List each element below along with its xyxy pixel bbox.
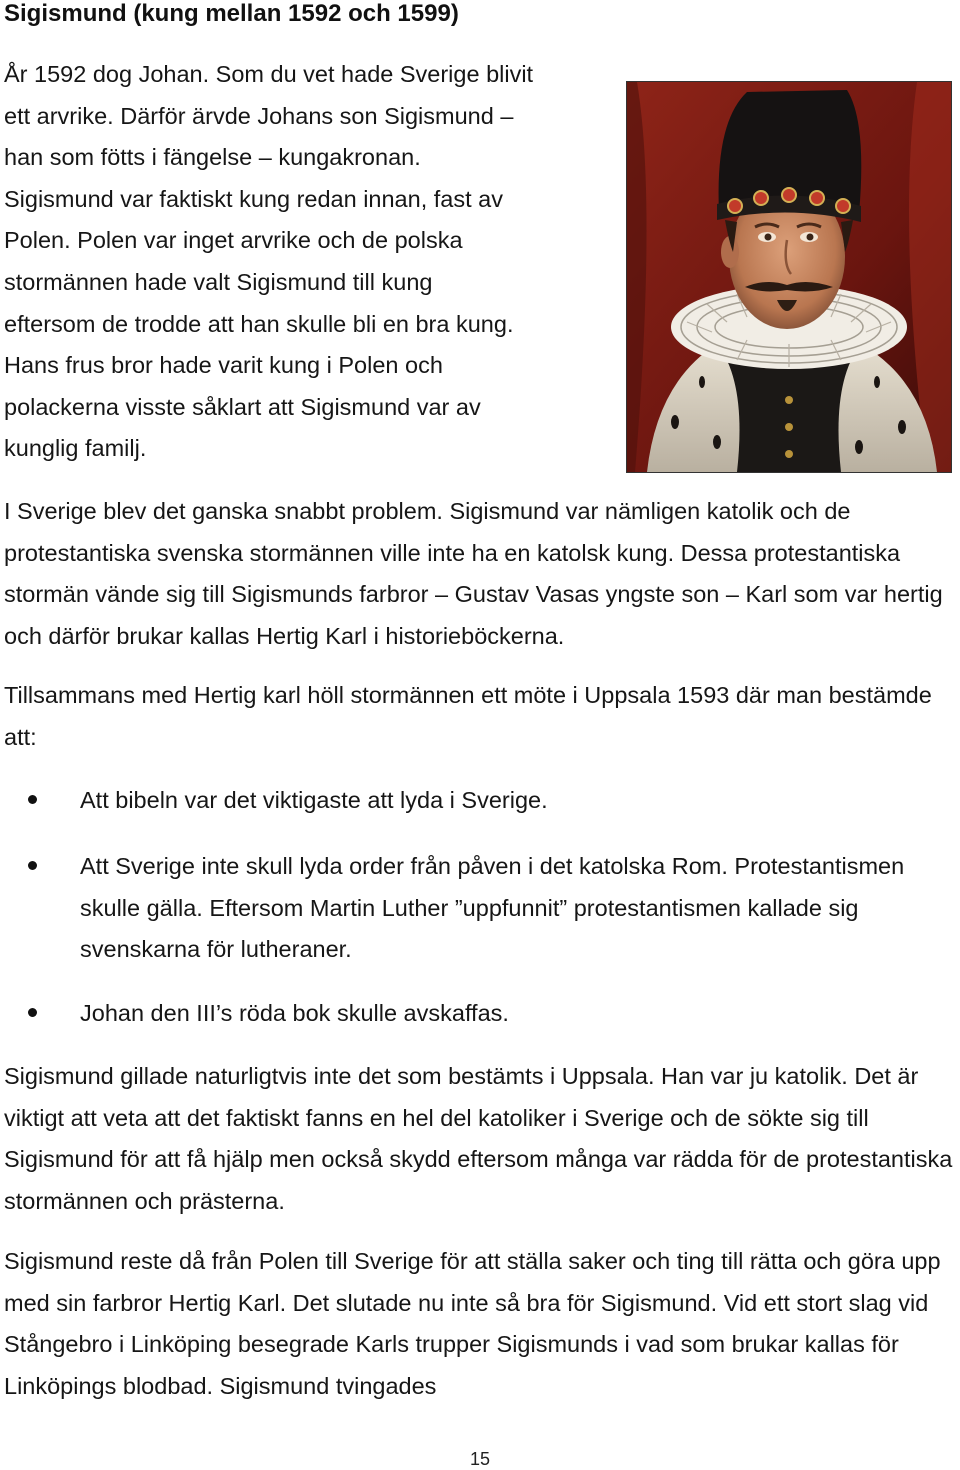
intro-line: Sigismund var faktiskt kung redan innan, fast av (4, 185, 503, 212)
intro-line: polackerna visste såklart att Sigismund var av (4, 393, 481, 420)
page-number: 15 (469, 1449, 491, 1469)
paragraph-2: I Sverige blev det ganska snabbt problem. Sigismund var nämligen katolik och de protestantiska svenska stormännen ville inte ha en katolsk kung. Dessa protestantiska stormän vände sig till Sigismunds farbror – Gustav Vasas yngste son – Karl som var hertig och därför brukar kallas Hertig Karl i historieböckerna. (4, 498, 943, 649)
intro-line: eftersom de trodde att han skulle bli en bra kung. (4, 310, 514, 337)
page-heading: Sigismund (kung mellan 1592 och 1599) (4, 0, 459, 27)
intro-line: stormännen hade valt Sigismund till kung (4, 268, 433, 295)
paragraph-4: Sigismund gillade naturligtvis inte det som bestämts i Uppsala. Han var ju katolik. Det är viktigt att veta att det faktiskt fanns en hel del katoliker i Sverige och de sökte sig till Sigismund för att få hjälp men också skydd eftersom många var rädda för de protestantiska stormännen och prästerna. (4, 1063, 953, 1214)
sigismund-portrait-image (626, 81, 952, 473)
intro-line: Hans frus bror hade varit kung i Polen och (4, 352, 443, 379)
intro-line: kunglig familj. (4, 435, 147, 462)
list-item-text: Johan den III’s röda bok skulle avskaffas. (80, 1000, 509, 1026)
list-item-text: Att Sverige inte skull lyda order från påven i det katolska Rom. Protestantismen skulle gälla. Eftersom Martin Luther ”uppfunnit” protestantismen kallade sig svenskarna för lutheraner. (80, 853, 905, 963)
bullet-icon (28, 795, 37, 804)
paragraph-5: Sigismund reste då från Polen till Sverige för att ställa saker och ting till rätta och göra upp med sin farbror Hertig Karl. Det slutade nu inte så bra för Sigismund. Vid ett stort slag vid Stångebro i Linköping besegrade Karls trupper Sigismunds i vad som brukar kallas för Linköpings blodbad. Sigismund tvingades (4, 1248, 941, 1399)
bullet-icon (28, 861, 37, 870)
paragraph-3: Tillsammans med Hertig karl höll stormännen ett möte i Uppsala 1593 där man bestämde att: (4, 682, 932, 750)
intro-line: han som fötts i fängelse – kungakronan. (4, 144, 421, 171)
bullet-icon (28, 1008, 37, 1017)
intro-line: Polen. Polen var inget arvrike och de polska (4, 227, 463, 254)
list-item-text: Att bibeln var det viktigaste att lyda i Sverige. (80, 787, 548, 813)
list-item (80, 846, 940, 971)
list-item (80, 780, 940, 822)
intro-line: ett arvrike. Därför ärvde Johans son Sigismund – (4, 102, 514, 129)
intro-line: År 1592 dog Johan. Som du vet hade Sverige blivit (4, 61, 534, 87)
list-item (80, 993, 940, 1035)
intro-paragraph (4, 54, 604, 470)
